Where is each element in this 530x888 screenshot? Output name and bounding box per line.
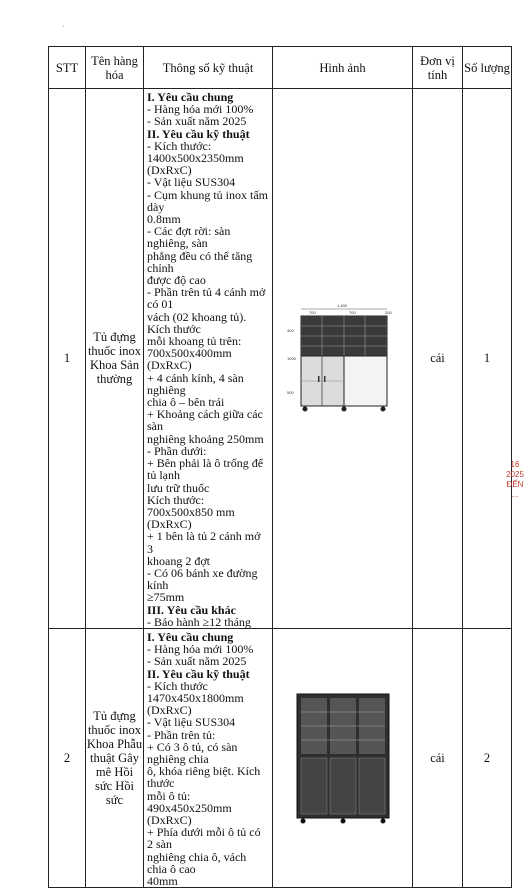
row-image — [273, 628, 413, 887]
spec-line: lưu trữ thuốc — [147, 480, 210, 495]
spec-line: (DxRxC) — [147, 812, 192, 827]
dim-right: 200 — [384, 310, 392, 316]
row-stt: 1 — [49, 89, 86, 629]
spec-heading: II. Yêu cầu kỹ thuật — [147, 666, 250, 681]
received-stamp: 16 2025 ĐẾN ... — [506, 460, 524, 499]
spec-heading: II. Yêu cầu kỹ thuật — [147, 126, 250, 141]
spec-lines — [147, 631, 269, 887]
header-unit: Đơn vị tính — [413, 47, 463, 89]
spec-line: - Phần dưới: — [147, 443, 207, 458]
spec-line: phẳng đều có thể tăng chỉnh — [147, 248, 253, 275]
scan-mark: · — [62, 22, 65, 31]
spec-line: + 4 cánh kính, 4 sàn nghiêng — [147, 370, 244, 397]
spec-line: + 1 bên là tủ 2 cánh mở 3 — [147, 529, 261, 556]
spec-line: chia ô – bên trái — [147, 395, 225, 410]
header-row — [49, 47, 512, 89]
header-name: Tên hàng hóa — [86, 47, 144, 89]
dim-h1: 400 — [286, 328, 294, 334]
dim-left2: 700 — [348, 310, 356, 316]
spec-line: 40mm — [147, 874, 178, 888]
spec-line: - Hàng hóa mới 100% — [147, 102, 254, 117]
spec-line: - Sản xuất năm 2025 — [147, 114, 247, 129]
spec-line: nghiêng chia ô, vách chia ô cao — [147, 849, 247, 876]
spec-line: được độ cao — [147, 273, 206, 288]
spec-line: + Bên phải là ô trống để tủ lạnh — [147, 456, 264, 483]
spec-line: + Phía dưới mỗi ô tủ có 2 sàn — [147, 825, 261, 852]
header-stt: STT — [49, 47, 86, 89]
spec-lines — [147, 91, 269, 628]
spec-line: khoang 2 đợt — [147, 553, 211, 568]
spec-line: - Kích thước: — [147, 138, 212, 153]
spec-line: ≥75mm — [147, 590, 185, 605]
spec-line: - Hàng hóa mới 100% — [147, 642, 254, 657]
spec-line: 700x500x400mm (DxRxC) — [147, 346, 232, 373]
spec-line: mỗi ô tủ: 490x450x250mm — [147, 788, 232, 815]
row-spec — [144, 89, 273, 629]
spec-line: 1400x500x2350mm (DxRxC) — [147, 151, 244, 178]
table-row — [49, 89, 512, 629]
row-image — [273, 89, 413, 629]
dim-top: 1,400 — [336, 303, 347, 309]
spec-line: - Sản xuất năm 2025 — [147, 654, 247, 669]
row-unit: cái — [413, 89, 463, 629]
row-qty: 2 — [463, 628, 512, 887]
spec-heading: I. Yêu cầu chung — [147, 629, 234, 644]
row-name: Tủ đựng thuốc inox Khoa Sản thường — [86, 89, 144, 629]
spec-line: - Phần trên tủ 4 cánh mở có 01 — [147, 285, 266, 312]
spec-line: Kích thước: 700x500x850 mm — [147, 492, 235, 519]
header-qty: Số lượng — [463, 47, 512, 89]
spec-line: - Các đợt rời: sàn nghiêng, sàn — [147, 224, 231, 251]
spec-line: + Khoảng cách giữa các sàn — [147, 407, 263, 434]
spec-heading: III. Yêu cầu khác — [147, 602, 236, 617]
spec-line: mỗi khoang tủ trên: — [147, 334, 242, 349]
spec-line: - Có 06 bánh xe đường kính — [147, 565, 258, 593]
table-row — [49, 628, 512, 887]
spec-line: - Vật liệu SUS304 — [147, 715, 236, 730]
spec-line: + Có 3 ô tủ, có sàn nghiêng chia — [147, 739, 238, 766]
row-spec — [144, 628, 273, 887]
spec-line: - Phần trên tủ: — [147, 727, 216, 742]
header-spec: Thông số kỹ thuật — [144, 47, 273, 89]
spec-line: (DxRxC) — [147, 517, 192, 532]
dim-left1: 700 — [308, 310, 316, 316]
spec-line: 1470x450x1800mm (DxRxC) — [147, 690, 244, 718]
header-image: Hình ảnh — [273, 47, 413, 89]
cabinet-photo-image — [293, 692, 393, 824]
spec-line: 0.8mm — [147, 212, 181, 227]
cabinet-drawing-image — [287, 302, 399, 414]
spec-heading: I. Yêu cầu chung — [147, 90, 234, 104]
spec-table — [48, 46, 512, 888]
spec-line: - Vật liệu SUS304 — [147, 175, 236, 190]
spec-line: nghiêng khoảng 250mm — [147, 431, 264, 446]
dim-h3: 500 — [286, 390, 294, 396]
row-name: Tủ đựng thuốc inox Khoa Phẫu thuật Gây mê Hồi sức Hồi sức — [86, 628, 144, 887]
row-unit: cái — [413, 628, 463, 887]
dim-h2: 1000 — [286, 356, 296, 362]
spec-line: - Bảo hành ≥12 tháng — [147, 614, 251, 629]
row-stt: 2 — [49, 628, 86, 887]
spec-line: ô, khóa riêng biệt. Kích thước — [147, 764, 261, 791]
spec-line: vách (02 khoang tủ). Kích thước — [147, 309, 247, 336]
row-qty: 1 — [463, 89, 512, 629]
spec-line: - Cụm khung tủ inox tấm dày — [147, 187, 268, 214]
spec-line: - Kích thước — [147, 678, 208, 693]
